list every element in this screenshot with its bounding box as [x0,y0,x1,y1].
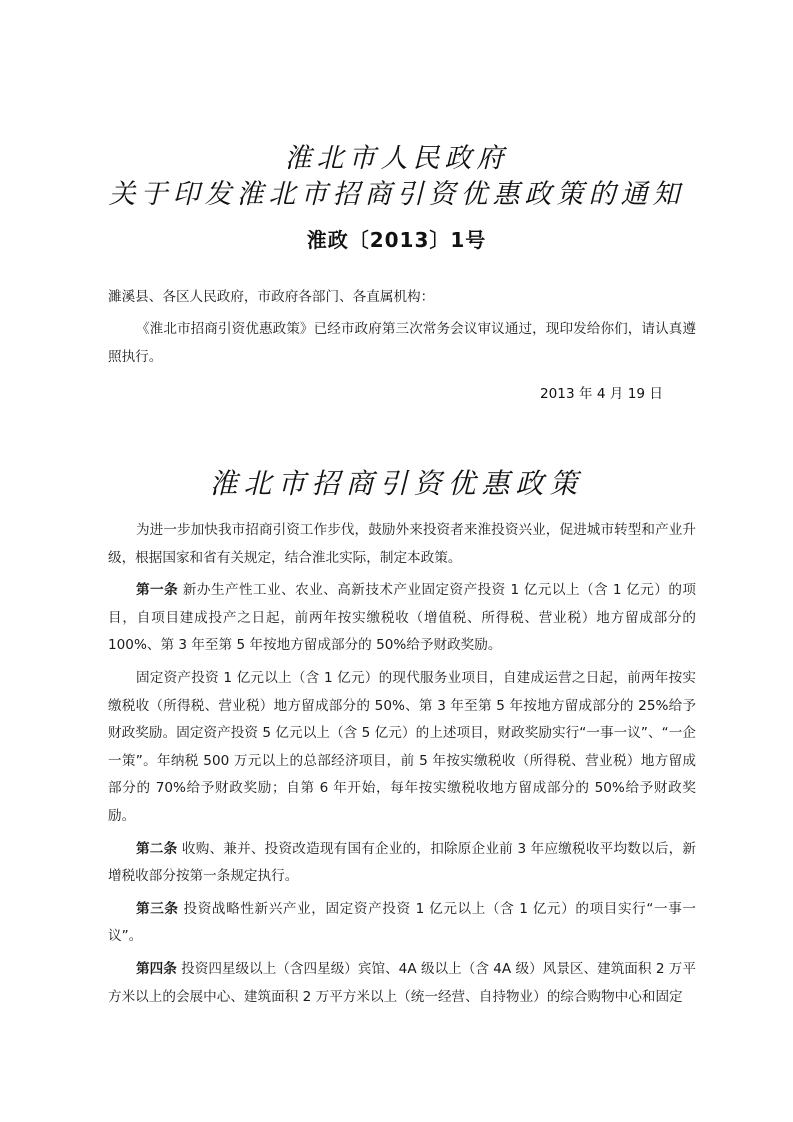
article-text: 新办生产性工业、农业、高新技术产业固定资产投资 1 亿元以上（含 1 亿元）的项目，自项目建成投产之日起，前两年按实缴税收（增值税、所得税、营业税）地方留成部分的 100%、第 3 年至第 5 年按地方留成部分的 50%给予财政奖励。 [108,582,696,654]
notice-title: 关于印发淮北市招商引资优惠政策的通知 [108,179,685,210]
article-text: 固定资产投资 1 亿元以上（含 1 亿元）的现代服务业项目，自建成运营之日起，前两年按实缴税收（所得税、营业税）地方留成部分的 50%、第 3 年至第 5 年按地方留成部分的 25%给予财政奖励。固定资产投资 5 亿元以上（含 5 亿元）的上述项目，财政奖励实行“一事一议”、“一企一策”。年纳税 500 万元以上的总部经济项目，前 5 年按实缴税收（所得税、营业税）地方留成部分的 70%给予财政奖励；自第 6 年开始，每年按实缴税收地方留成部分的 50%给予财政奖励。 [108,669,696,824]
article-label: 第一条 [136,582,179,599]
article-paragraph [108,896,696,951]
article-paragraph [108,836,696,891]
policy-title: 淮北市招商引资优惠政策 [209,467,584,500]
article-paragraph [108,577,696,660]
article-label: 第二条 [136,840,178,857]
notice-body: 《淮北市招商引资优惠政策》已经市政府第三次常务会议审议通过，现印发给你们，请认真遵照执行。 [108,321,696,365]
policy-body [108,517,696,1016]
issuer-title: 淮北市人民政府 [284,143,509,174]
article-label: 第三条 [136,900,179,917]
addressee: 濉溪县、各区人民政府，市政府各部门、各直属机构： [108,289,435,305]
article-text: 投资四星级以上（含四星级）宾馆、4A 级以上（含 4A 级）风景区、建筑面积 2 万平方米以上的会展中心、建筑面积 2 万平方米以上（统一经营、自持物业）的综合购物中心和固定 [108,960,696,1005]
article-paragraph [108,665,696,831]
article-text: 收购、兼并、投资改造现有国有企业的，扣除原企业前 3 年应缴税收平均数以后，新增税收部分按第一条规定执行。 [108,840,697,885]
policy-intro: 为进一步加快我市招商引资工作步伐，鼓励外来投资者来淮投资兴业，促进城市转型和产业升级，根据国家和省有关规定，结合淮北实际，制定本政策。 [108,522,696,566]
article-label: 第四条 [136,960,177,977]
article-text: 投资战略性新兴产业，固定资产投资 1 亿元以上（含 1 亿元）的项目实行“一事一议”。 [108,900,697,945]
issue-date: 2013 年 4 月 19 日 [540,386,663,402]
document-number: 淮政〔2013〕1号 [306,228,487,252]
article-paragraph [108,956,696,1011]
